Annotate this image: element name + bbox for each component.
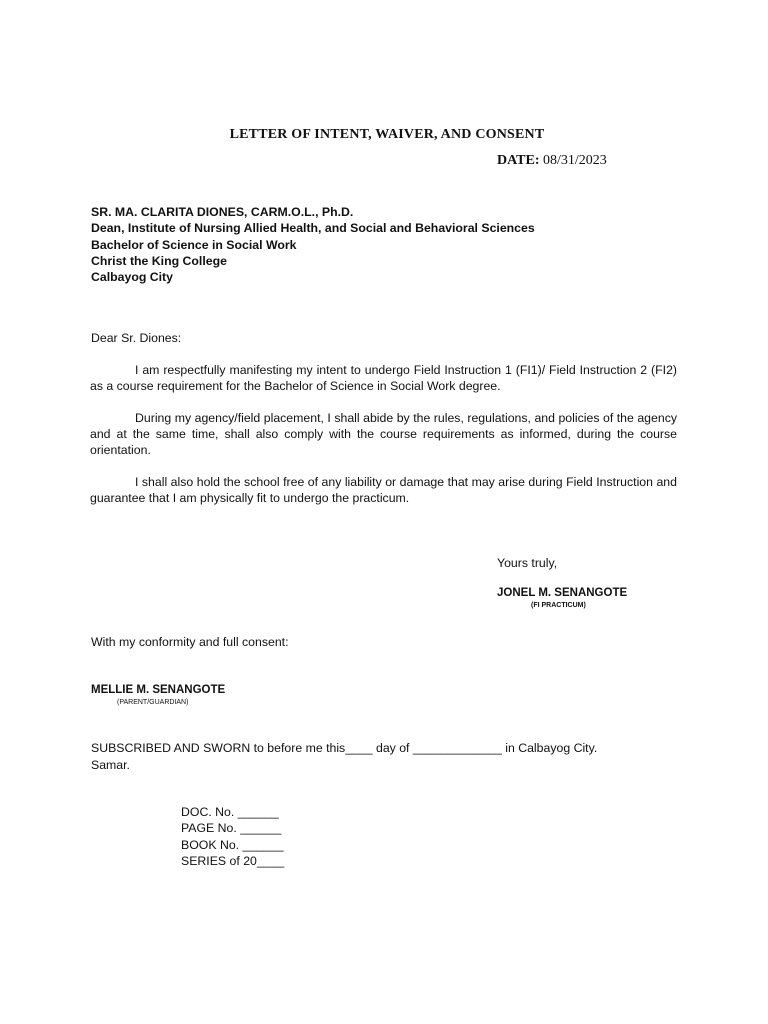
doc-number: DOC. No. ______ (181, 805, 279, 819)
recipient-title: Dean, Institute of Nursing Allied Health, and Social and Behavioral Sciences (91, 221, 535, 236)
parent-name: MELLIE M. SENANGOTE (91, 684, 226, 696)
recipient-city: Calbayog City (91, 270, 173, 285)
parent-role: (PARENT/GUARDIAN) (117, 699, 189, 706)
notary-statement (91, 740, 597, 774)
date-value: 08/31/2023 (543, 153, 607, 168)
recipient-address (91, 204, 535, 285)
signer-name: JONEL M. SENANGOTE (497, 587, 628, 599)
salutation: Dear Sr. Diones: (91, 331, 182, 345)
notary-line-continued: Samar. (91, 758, 130, 772)
date-line (497, 153, 607, 169)
closing: Yours truly, (497, 556, 558, 570)
book-number: BOOK No. ______ (181, 837, 284, 852)
recipient-program: Bachelor of Science in Social Work (91, 237, 297, 252)
body-paragraph-waiver: I shall also hold the school free of any liability or damage that may arise during Field Instruction and guarantee that I am physically fit to undergo the practicum. (90, 475, 677, 505)
series-year: SERIES of 20____ (181, 853, 285, 868)
page-number: PAGE No. ______ (181, 821, 282, 836)
notary-line: SUBSCRIBED AND SWORN to before me this____ day of _____________ in Calbayog City. (91, 741, 598, 755)
recipient-institution: Christ the King College (91, 253, 227, 268)
document-title: LETTER OF INTENT, WAIVER, AND CONSENT (229, 127, 545, 142)
date-label: DATE: (497, 153, 540, 168)
recipient-name: SR. MA. CLARITA DIONES, CARM.O.L., Ph.D. (91, 205, 354, 219)
body-paragraph-intent: I am respectfully manifesting my intent to undergo Field Instruction 1 (FI1)/ Field Instruction 2 (FI2) as a course requirement for the Bachelor of Science in Social Work degree. (90, 363, 677, 393)
signer-role: (FI PRACTICUM) (531, 602, 586, 609)
body-paragraph-compliance: During my agency/field placement, I shall abide by the rules, regulations, and policies of the agency and at the same time, shall also comply with the course requirements as informed, during the course orientation. (90, 411, 677, 457)
consent-statement: With my conformity and full consent: (91, 635, 289, 649)
notary-docket (181, 804, 284, 869)
